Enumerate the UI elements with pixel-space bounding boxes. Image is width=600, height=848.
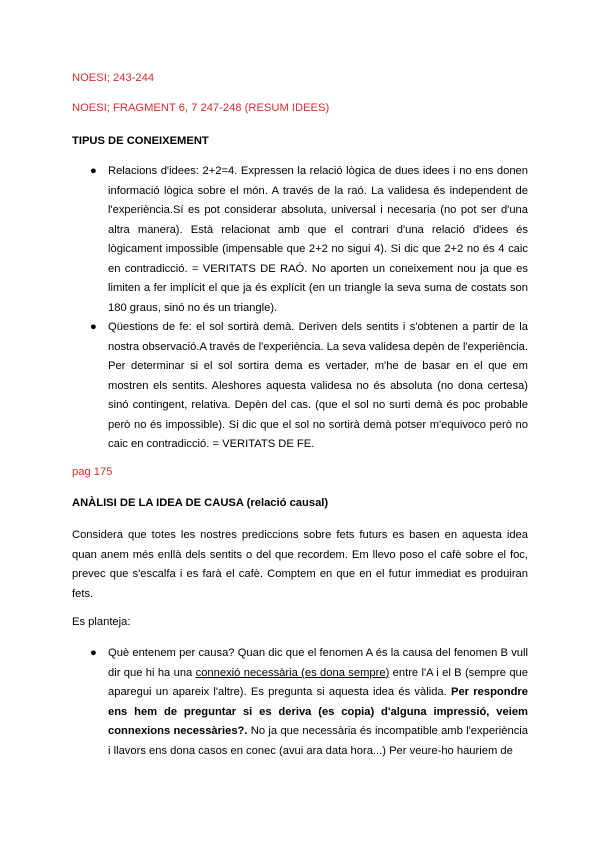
- bullet-text-causa: [108, 644, 528, 761]
- page-reference: pag 175: [72, 466, 113, 478]
- bullet-icon: ●: [90, 647, 97, 659]
- bullet-icon: ●: [90, 321, 97, 333]
- list-item: [90, 644, 528, 761]
- section-heading-tipus: TIPUS DE CONEIXEMENT: [72, 135, 209, 147]
- bullet-text-relacions: Relacions d'idees: 2+2=4. Expressen la relació lògica de dues idees i no ens donen informació lògica sobre el món. A través de la raó. La validesa és independent de l'experiència.Sí es pot considerar absoluta, universal i necesaria (no pot ser d'una altra manera). Està relacionat amb que el contrari d'una relació d'idees és lògicament impossible (impensable que 2+2 no sigui 4). Si dic que 2+2 no és 4 caic en contradicció. = VERITATS DE RAÓ. No aporten un coneixement nou ja que es limiten a fer implícit el que ja és explícit (en un triangle la seva suma de costats son 180 graus, sinó no és un triangle).: [108, 165, 528, 314]
- list-item: [90, 162, 528, 318]
- bold-question: Per respondre ens hem de preguntar si es deriva (es copia) d'alguna impressió, veiem connexions necessàries?.: [108, 686, 528, 737]
- bullet-text-part1: Què entenem per causa? Quan dic que el fenomen A és la causa del fenomen B vull dir que hi ha una: [108, 647, 528, 679]
- reference-line-1: NOESI; 243-244: [72, 72, 155, 84]
- bullet-icon: ●: [90, 165, 97, 177]
- reference-line-2: NOESI; FRAGMENT 6, 7 247-248 (RESUM IDEES): [72, 102, 330, 114]
- heading-bold-part: ANÀLISI DE LA IDEA DE CAUSA: [72, 497, 244, 509]
- causa-paragraph: Considera que totes les nostres prediccions sobre fets futurs es basen en aquesta idea quan anem més enllà dels sentits o del que recordem. Em llevo poso el cafè sobre el foc, prevec que s'escalfa i es farà el cafè. Comptem en que en el futur immediat es produiran fets.: [72, 529, 528, 600]
- bullet-text-part2: entre l'A i el B (sempre que aparegui un apareix l'altre). Es pregunta si aquesta idea és vàlida.: [108, 666, 528, 698]
- list-item: [90, 318, 528, 455]
- bullet-text-part3: No ja que necessària és incompatible amb l'experiència i llavors ens dona casos en conec (avui ara data hora...) Per veure-ho hauriem de: [108, 725, 528, 757]
- section-heading-causa: [72, 497, 528, 509]
- bullet-text-questions: Qüestions de fe: el sol sortirà demà. Deriven dels sentits i s'obtenen a partir de la nostra observació.A través de l'experiència. La seva validesa depèn de l'experiència. Per determinar si el sol sortira dema es vertader, m'he de basar en el que em mostren els sentits. Aleshores aquesta validesa no és absoluta (no dona certesa) sinó contingent, relativa. Depèn del cas. (que el sol no surti demà és poc probable però no és impossible). Si dic que el sol no sortirà demà potser m'equivoco però no caic en contradicció. = VERITATS DE FE.: [108, 321, 528, 450]
- heading-rest-part: (relació causal): [243, 497, 329, 509]
- planteja-label: Es planteja:: [72, 616, 131, 628]
- underlined-phrase: connexió necessària (es dona sempre): [195, 666, 390, 679]
